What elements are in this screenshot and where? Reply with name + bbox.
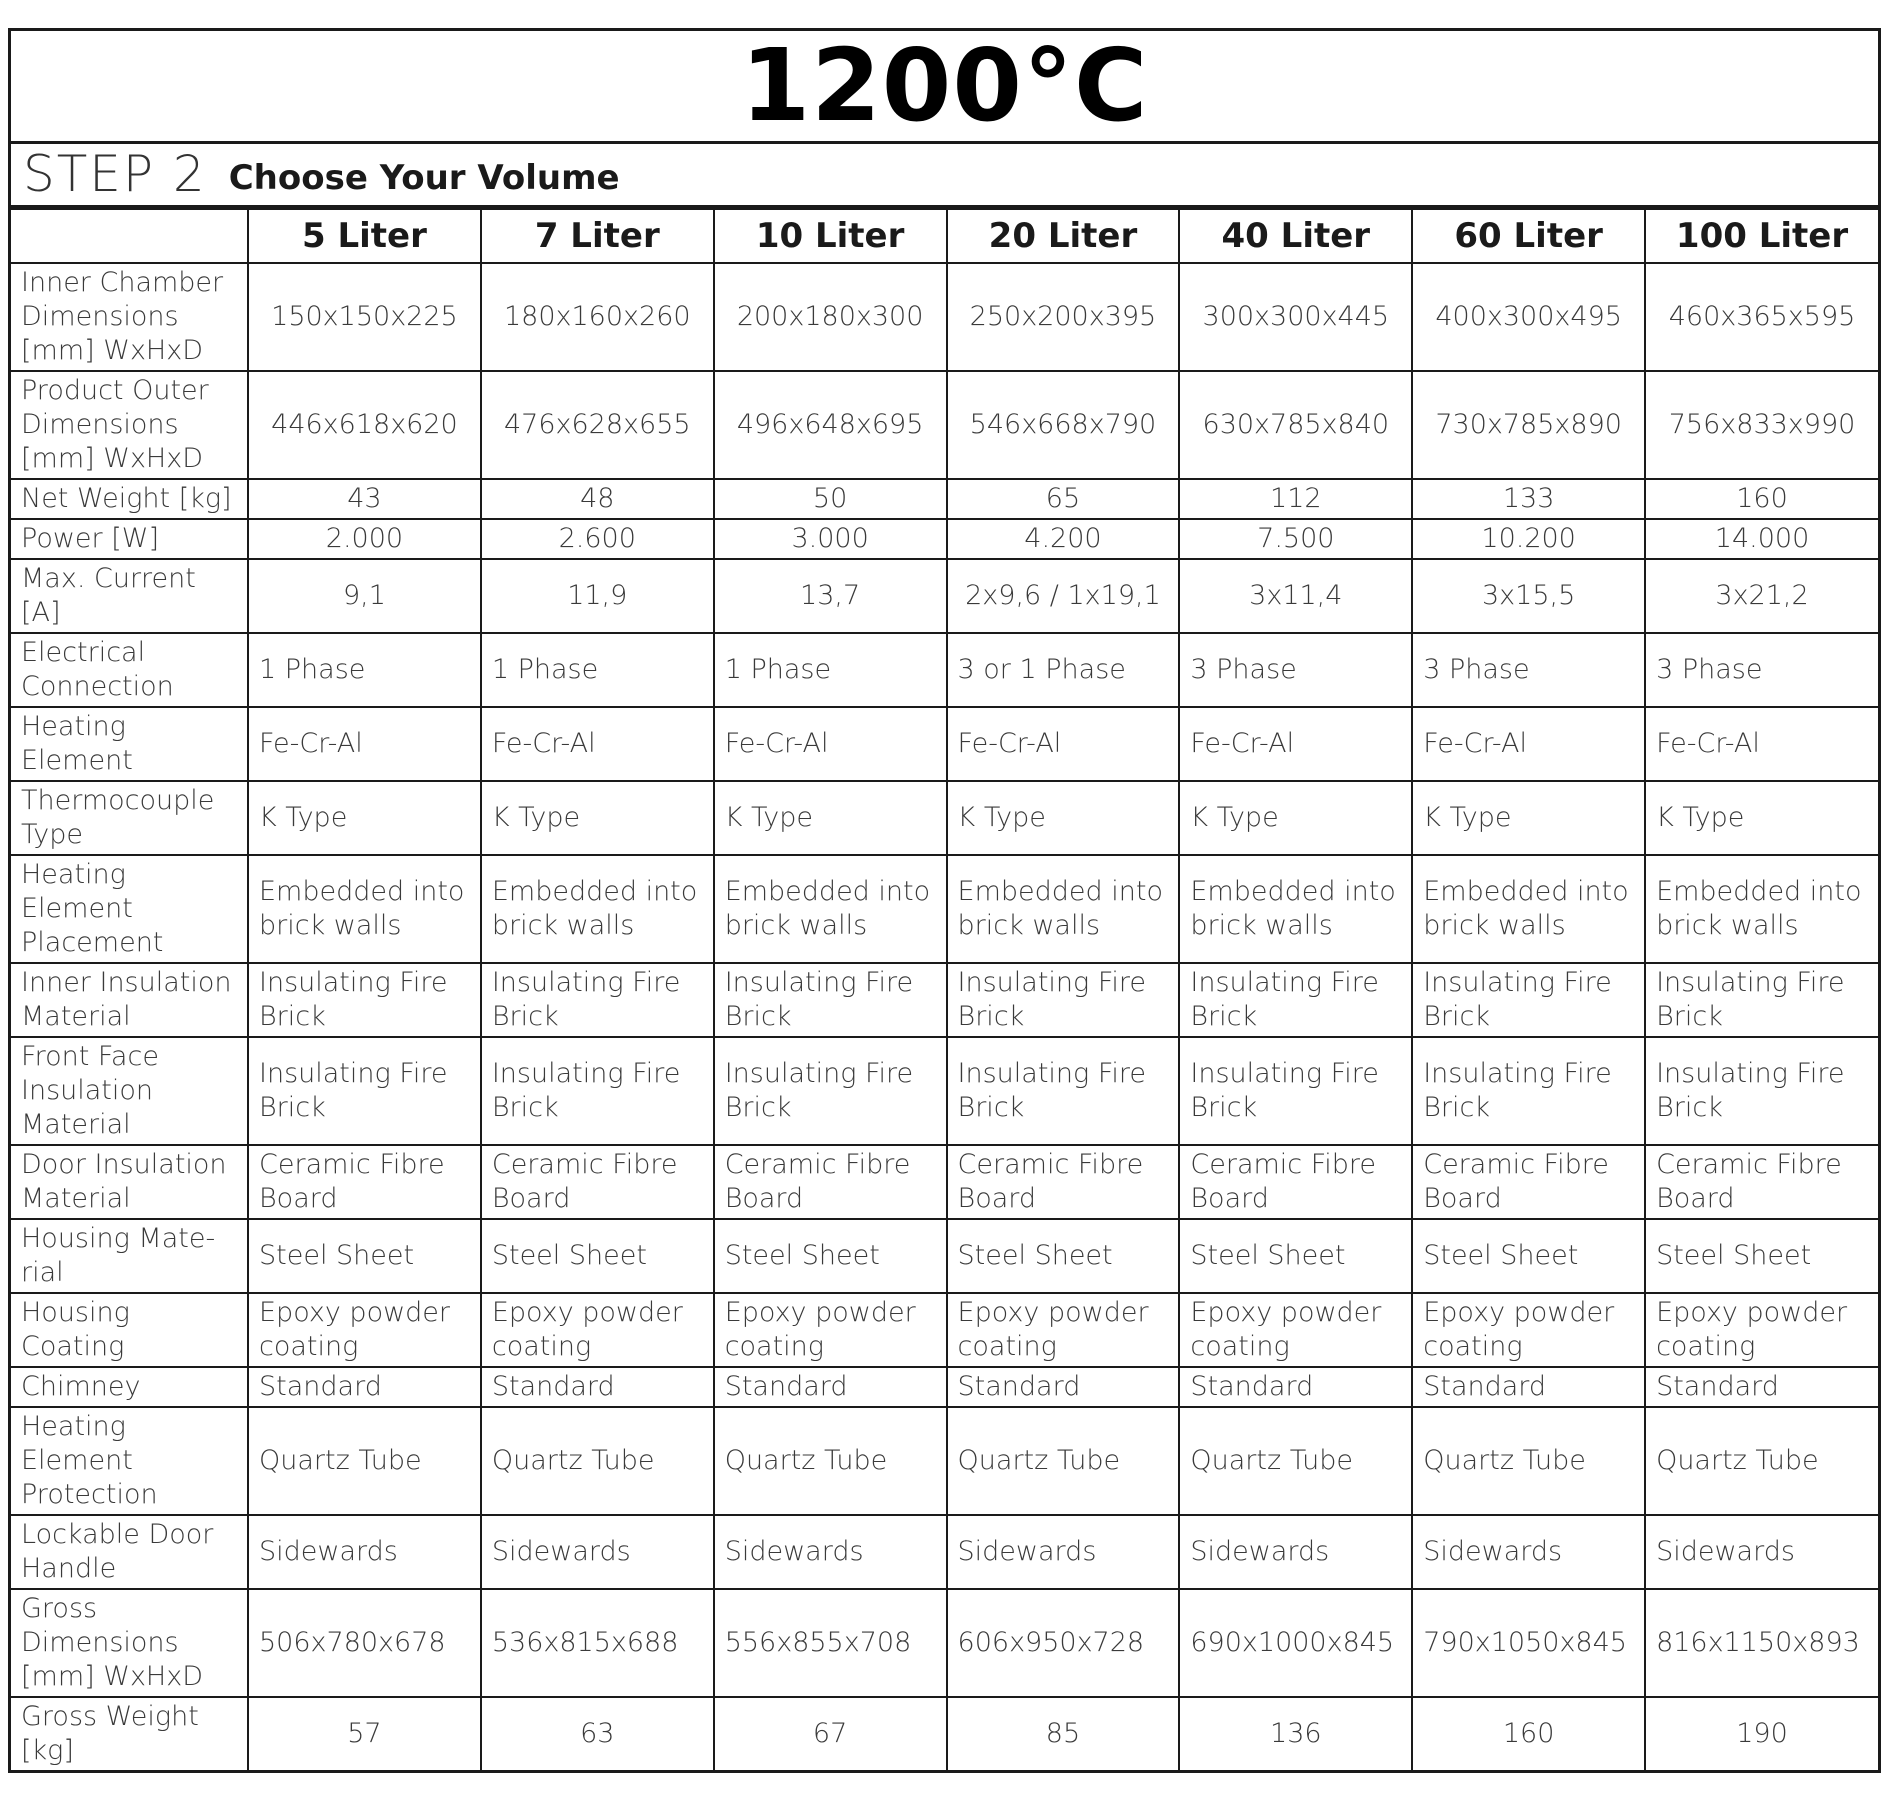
table-cell: 3x15,5 — [1412, 559, 1645, 633]
row-label: Max. Current [A] — [11, 559, 248, 633]
table-cell: Sidewards — [1179, 1515, 1412, 1589]
table-cell: Standard — [481, 1367, 714, 1407]
step-label: STEP 2 — [23, 145, 207, 203]
row-label: Inner Chamber Dimensions [mm] WxHxD — [11, 263, 248, 371]
table-row — [11, 479, 1878, 519]
column-header: 60 Liter — [1412, 209, 1645, 263]
table-cell: 133 — [1412, 479, 1645, 519]
table-cell: Embedded into brick walls — [481, 855, 714, 963]
table-row — [11, 519, 1878, 559]
table-cell: Embedded into brick walls — [1412, 855, 1645, 963]
table-cell: Insulating Fire Brick — [714, 1037, 947, 1145]
table-cell: Sidewards — [1645, 1515, 1878, 1589]
table-cell: Sidewards — [947, 1515, 1180, 1589]
table-row — [11, 781, 1878, 855]
table-cell: Steel Sheet — [947, 1219, 1180, 1293]
table-cell: Epoxy powder coating — [947, 1293, 1180, 1367]
column-header: 40 Liter — [1179, 209, 1412, 263]
table-cell: Quartz Tube — [714, 1407, 947, 1515]
table-row — [11, 1219, 1878, 1293]
table-cell: 150x150x225 — [248, 263, 481, 371]
table-cell: Insulating Fire Brick — [481, 1037, 714, 1145]
page-title: 1200°C — [740, 27, 1149, 144]
table-cell: Embedded into brick walls — [947, 855, 1180, 963]
table-cell: 9,1 — [248, 559, 481, 633]
table-cell: K Type — [1412, 781, 1645, 855]
table-cell: Ceramic Fibre Board — [947, 1145, 1180, 1219]
table-cell: 630x785x840 — [1179, 371, 1412, 479]
table-cell: 50 — [714, 479, 947, 519]
table-row — [11, 855, 1878, 963]
table-cell: 790x1050x845 — [1412, 1589, 1645, 1697]
table-cell: 65 — [947, 479, 1180, 519]
spec-table-body — [11, 263, 1878, 1770]
table-cell: Epoxy powder coating — [1179, 1293, 1412, 1367]
column-header: 7 Liter — [481, 209, 714, 263]
table-cell: 2x9,6 / 1x19,1 — [947, 559, 1180, 633]
table-cell: Ceramic Fibre Board — [481, 1145, 714, 1219]
table-cell: 300x300x445 — [1179, 263, 1412, 371]
table-cell: Insulating Fire Brick — [1412, 963, 1645, 1037]
table-cell: 4.200 — [947, 519, 1180, 559]
table-cell: Quartz Tube — [248, 1407, 481, 1515]
table-cell: 546x668x790 — [947, 371, 1180, 479]
table-cell: 460x365x595 — [1645, 263, 1878, 371]
table-cell: Epoxy powder coating — [248, 1293, 481, 1367]
table-row — [11, 1407, 1878, 1515]
spec-sheet — [8, 28, 1881, 1773]
table-cell: 160 — [1412, 1697, 1645, 1770]
row-label: Thermocouple Type — [11, 781, 248, 855]
table-cell: Insulating Fire Brick — [1179, 963, 1412, 1037]
table-cell: 180x160x260 — [481, 263, 714, 371]
table-cell: 2.600 — [481, 519, 714, 559]
row-label: Electrical Connection — [11, 633, 248, 707]
table-cell: Embedded into brick walls — [1179, 855, 1412, 963]
row-label: Housing Mate-rial — [11, 1219, 248, 1293]
table-cell: Standard — [1412, 1367, 1645, 1407]
table-cell: Insulating Fire Brick — [248, 1037, 481, 1145]
table-cell: 3 Phase — [1645, 633, 1878, 707]
table-cell: K Type — [714, 781, 947, 855]
table-cell: Steel Sheet — [714, 1219, 947, 1293]
table-cell: 446x618x620 — [248, 371, 481, 479]
row-label: Heating Element Placement — [11, 855, 248, 963]
table-cell: 250x200x395 — [947, 263, 1180, 371]
table-cell: 556x855x708 — [714, 1589, 947, 1697]
table-cell: Fe-Cr-Al — [481, 707, 714, 781]
table-cell: Quartz Tube — [481, 1407, 714, 1515]
step-header — [11, 144, 1878, 208]
row-label: Product Outer Dimensions [mm] WxHxD — [11, 371, 248, 479]
table-cell: 200x180x300 — [714, 263, 947, 371]
table-cell: Epoxy powder coating — [481, 1293, 714, 1367]
table-cell: K Type — [947, 781, 1180, 855]
table-cell: 3x11,4 — [1179, 559, 1412, 633]
row-label: Housing Coating — [11, 1293, 248, 1367]
table-cell: Fe-Cr-Al — [1645, 707, 1878, 781]
column-header: 100 Liter — [1645, 209, 1878, 263]
table-cell: K Type — [481, 781, 714, 855]
table-cell: 1 Phase — [248, 633, 481, 707]
table-cell: Quartz Tube — [947, 1407, 1180, 1515]
table-row — [11, 371, 1878, 479]
table-cell: 3 Phase — [1412, 633, 1645, 707]
row-label: Power [W] — [11, 519, 248, 559]
table-cell: 3 Phase — [1179, 633, 1412, 707]
row-label: Heating Element Protection — [11, 1407, 248, 1515]
column-header: 5 Liter — [248, 209, 481, 263]
table-cell: Steel Sheet — [1412, 1219, 1645, 1293]
table-cell: Ceramic Fibre Board — [714, 1145, 947, 1219]
table-row — [11, 263, 1878, 371]
table-cell: 2.000 — [248, 519, 481, 559]
table-cell: Fe-Cr-Al — [947, 707, 1180, 781]
table-cell: 7.500 — [1179, 519, 1412, 559]
table-row — [11, 1589, 1878, 1697]
table-cell: 112 — [1179, 479, 1412, 519]
table-header-row — [11, 209, 1878, 263]
step-subtitle: Choose Your Volume — [228, 158, 620, 198]
table-row — [11, 963, 1878, 1037]
table-cell: Fe-Cr-Al — [714, 707, 947, 781]
table-cell: Quartz Tube — [1179, 1407, 1412, 1515]
table-cell: K Type — [1645, 781, 1878, 855]
table-cell: 3x21,2 — [1645, 559, 1878, 633]
table-cell: 10.200 — [1412, 519, 1645, 559]
table-cell: Fe-Cr-Al — [248, 707, 481, 781]
table-cell: 11,9 — [481, 559, 714, 633]
column-header: 20 Liter — [947, 209, 1180, 263]
table-cell: Fe-Cr-Al — [1412, 707, 1645, 781]
table-cell: Insulating Fire Brick — [947, 963, 1180, 1037]
header-corner — [11, 209, 248, 263]
table-cell: 536x815x688 — [481, 1589, 714, 1697]
table-cell: Insulating Fire Brick — [248, 963, 481, 1037]
table-cell: Insulating Fire Brick — [481, 963, 714, 1037]
table-cell: 63 — [481, 1697, 714, 1770]
table-cell: Ceramic Fibre Board — [1179, 1145, 1412, 1219]
table-cell: Sidewards — [248, 1515, 481, 1589]
table-cell: 816x1150x893 — [1645, 1589, 1878, 1697]
row-label: Net Weight [kg] — [11, 479, 248, 519]
table-cell: 1 Phase — [714, 633, 947, 707]
table-cell: 1 Phase — [481, 633, 714, 707]
table-cell: 3 or 1 Phase — [947, 633, 1180, 707]
table-cell: Ceramic Fibre Board — [1645, 1145, 1878, 1219]
table-cell: Steel Sheet — [248, 1219, 481, 1293]
table-cell: 190 — [1645, 1697, 1878, 1770]
table-cell: Insulating Fire Brick — [947, 1037, 1180, 1145]
row-label: Door Insulation Material — [11, 1145, 248, 1219]
table-cell: Ceramic Fibre Board — [1412, 1145, 1645, 1219]
table-cell: K Type — [248, 781, 481, 855]
table-cell: 57 — [248, 1697, 481, 1770]
table-cell: 160 — [1645, 479, 1878, 519]
spec-table — [11, 208, 1878, 1770]
table-cell: Insulating Fire Brick — [1645, 963, 1878, 1037]
table-cell: Sidewards — [714, 1515, 947, 1589]
table-row — [11, 559, 1878, 633]
table-cell: 506x780x678 — [248, 1589, 481, 1697]
table-cell: Steel Sheet — [481, 1219, 714, 1293]
table-cell: 136 — [1179, 1697, 1412, 1770]
column-header: 10 Liter — [714, 209, 947, 263]
table-cell: 43 — [248, 479, 481, 519]
table-cell: Ceramic Fibre Board — [248, 1145, 481, 1219]
row-label: Gross Weight [kg] — [11, 1697, 248, 1770]
table-cell: Epoxy powder coating — [1412, 1293, 1645, 1367]
table-cell: Sidewards — [481, 1515, 714, 1589]
table-cell: Insulating Fire Brick — [1412, 1037, 1645, 1145]
table-cell: Standard — [248, 1367, 481, 1407]
table-cell: Sidewards — [1412, 1515, 1645, 1589]
table-cell: 3.000 — [714, 519, 947, 559]
table-cell: Quartz Tube — [1412, 1407, 1645, 1515]
table-cell: Quartz Tube — [1645, 1407, 1878, 1515]
table-row — [11, 633, 1878, 707]
table-cell: Embedded into brick walls — [1645, 855, 1878, 963]
table-cell: K Type — [1179, 781, 1412, 855]
table-cell: 14.000 — [1645, 519, 1878, 559]
table-cell: Standard — [947, 1367, 1180, 1407]
table-cell: 730x785x890 — [1412, 371, 1645, 479]
row-label: Front Face Insulation Material — [11, 1037, 248, 1145]
table-row — [11, 1145, 1878, 1219]
table-cell: 496x648x695 — [714, 371, 947, 479]
table-row — [11, 1293, 1878, 1367]
table-row — [11, 1367, 1878, 1407]
table-row — [11, 1515, 1878, 1589]
table-cell: Embedded into brick walls — [248, 855, 481, 963]
row-label: Gross Dimensions [mm] WxHxD — [11, 1589, 248, 1697]
table-cell: Epoxy powder coating — [1645, 1293, 1878, 1367]
table-cell: 13,7 — [714, 559, 947, 633]
table-cell: 85 — [947, 1697, 1180, 1770]
row-label: Chimney — [11, 1367, 248, 1407]
table-row — [11, 1697, 1878, 1770]
table-cell: 756x833x990 — [1645, 371, 1878, 479]
table-cell: 476x628x655 — [481, 371, 714, 479]
table-cell: Steel Sheet — [1645, 1219, 1878, 1293]
row-label: Inner Insulation Material — [11, 963, 248, 1037]
table-cell: 606x950x728 — [947, 1589, 1180, 1697]
table-cell: 690x1000x845 — [1179, 1589, 1412, 1697]
table-cell: Insulating Fire Brick — [1645, 1037, 1878, 1145]
row-label: Heating Element — [11, 707, 248, 781]
table-cell: Insulating Fire Brick — [1179, 1037, 1412, 1145]
table-cell: Embedded into brick walls — [714, 855, 947, 963]
table-cell: 48 — [481, 479, 714, 519]
table-cell: 67 — [714, 1697, 947, 1770]
table-cell: Steel Sheet — [1179, 1219, 1412, 1293]
table-cell: 400x300x495 — [1412, 263, 1645, 371]
table-cell: Standard — [714, 1367, 947, 1407]
row-label: Lockable Door Handle — [11, 1515, 248, 1589]
table-cell: Insulating Fire Brick — [714, 963, 947, 1037]
table-cell: Standard — [1179, 1367, 1412, 1407]
table-row — [11, 1037, 1878, 1145]
table-cell: Fe-Cr-Al — [1179, 707, 1412, 781]
table-row — [11, 707, 1878, 781]
table-cell: Epoxy powder coating — [714, 1293, 947, 1367]
title-bar — [11, 27, 1878, 144]
table-cell: Standard — [1645, 1367, 1878, 1407]
